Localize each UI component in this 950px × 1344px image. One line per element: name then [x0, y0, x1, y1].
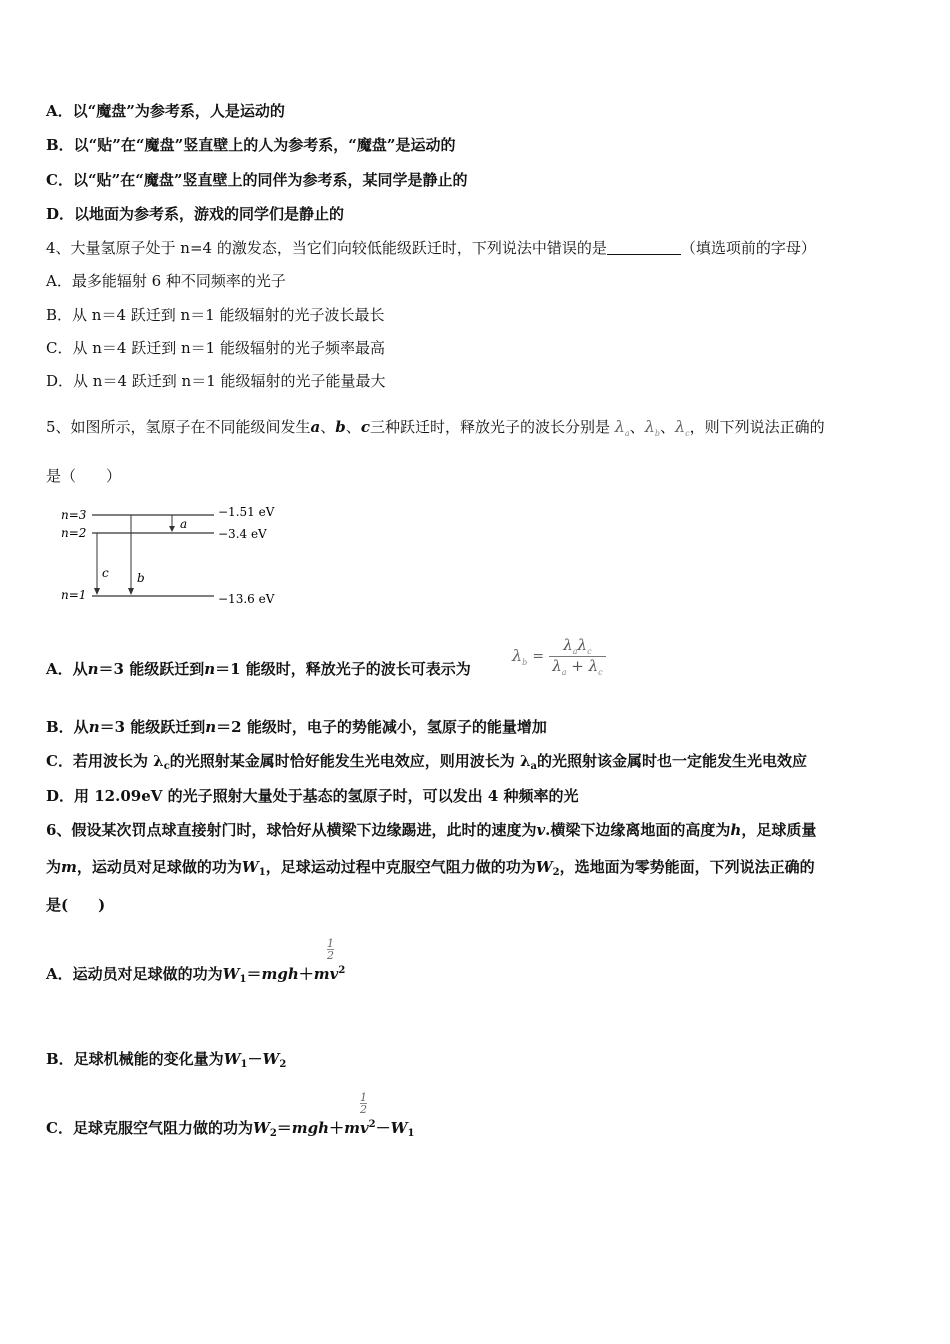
level-label-n2: n=2	[61, 526, 87, 540]
wavelength-formula	[512, 636, 606, 677]
lambda-c: $\lambda_c$	[674, 417, 690, 438]
q5-stem	[46, 417, 825, 444]
q6-stem-line-1: 6、假设某次罚点球直接射门时，球恰好从横梁下边缘踢进，此时的速度为v.横梁下边缘离地面的高度为h，足球质量	[46, 821, 817, 839]
fraction: $\frac{\lambda_a\lambda_c}{\lambda_a + \lambda_c}$	[549, 636, 605, 677]
q5-var-b: b	[335, 418, 346, 436]
q6-option-a: A．运动员对足球做的功为$W_1=mgh+mv^2$	[46, 965, 346, 985]
q3-option-d: D．以地面为参考系，游戏的同学们是静止的	[46, 205, 345, 223]
q6-option-b: B．足球机械能的变化量为$W_1-W_2$	[46, 1050, 287, 1070]
transition-label-b: b	[137, 571, 145, 585]
q6-stem-line-2: 为m，运动员对足球做的功为$W_1$，足球运动过程中克服空气阻力做的功为$W_2$，选地面为零势能面，下列说法正确的	[46, 858, 815, 878]
q4-stem	[46, 238, 816, 258]
q5-option-a: A．从n＝3 能级跃迁到n＝1 能级时，释放光子的波长可表示为	[46, 660, 471, 678]
q4-option-b: B．从 n＝4 跃迁到 n＝1 能级辐射的光子波长最长	[46, 306, 385, 324]
q5-var-c: c	[360, 418, 370, 436]
equals-sign: =	[532, 648, 545, 665]
transition-label-a: a	[180, 517, 188, 531]
q6-stem-line-3: 是( )	[46, 896, 106, 914]
q5-option-b: B．从n＝3 能级跃迁到n＝2 能级时，电子的势能减小，氢原子的能量增加	[46, 718, 547, 736]
arrowhead-a	[169, 526, 175, 532]
q3-option-c: C．以“贴”在“魔盘”竖直壁上的同伴为参考系，某同学是静止的	[46, 171, 468, 189]
lambda-a: $\lambda_a$	[614, 417, 630, 438]
q5-var-a: a	[310, 418, 321, 436]
q5-sep: 、	[345, 418, 361, 436]
answer-blank	[607, 240, 681, 255]
q4-option-c: C．从 n＝4 跃迁到 n＝1 能级辐射的光子频率最高	[46, 339, 385, 357]
q5-option-c: C．若用波长为 $\lambda_c$的光照射某金属时恰好能发生光电效应，则用波长为 $\lambda_a$的光照射该金属时也一定能发生光电效应	[46, 752, 808, 772]
q4-option-d: D．从 n＝4 跃迁到 n＝1 能级辐射的光子能量最大	[46, 372, 386, 390]
q4-option-a: A．最多能辐射 6 种不同频率的光子	[46, 272, 286, 290]
q5-stem-text: ，则下列说法正确的	[689, 418, 825, 436]
q5-sep: 、	[629, 418, 645, 436]
q5-sep: 、	[320, 418, 336, 436]
q5-stem-text: 5、如图所示，氢原子在不同能级间发生	[46, 418, 311, 436]
energy-label-n3: −1.51 eV	[218, 505, 275, 519]
lambda-b: $\lambda_b$	[512, 646, 528, 667]
arrowhead-b	[128, 588, 134, 595]
transition-label-c: c	[102, 566, 109, 580]
energy-label-n1: −13.6 eV	[218, 592, 275, 606]
lambda-b: $\lambda_b$	[644, 417, 660, 438]
q5-option-d: D．用 12.09eV 的光子照射大量处于基态的氢原子时，可以发出 4 种频率的光	[46, 787, 579, 805]
energy-level-diagram	[56, 500, 296, 608]
q6-option-c: C．足球克服空气阻力做的功为$W_2=mgh+mv^2-W_1$	[46, 1119, 415, 1139]
q5-stem-end: 是（ ）	[46, 467, 122, 485]
level-label-n3: n=3	[61, 508, 87, 522]
q5-stem-text: 三种跃迁时，释放光子的波长分别是	[369, 418, 610, 436]
q3-option-a: A．以“魔盘”为参考系，人是运动的	[46, 102, 285, 120]
arrowhead-c	[94, 588, 100, 595]
q3-option-b: B．以“贴”在“魔盘”竖直壁上的人为参考系，“魔盘”是运动的	[46, 136, 456, 154]
q4-stem-suffix: （填选项前的字母）	[680, 239, 816, 257]
level-label-n1: n=1	[61, 588, 87, 602]
half-fraction: 1 2	[327, 937, 334, 962]
energy-label-n2: −3.4 eV	[218, 527, 267, 541]
q5-sep: 、	[659, 418, 675, 436]
half-fraction: 1 2	[360, 1091, 367, 1116]
q4-stem-text: 4、大量氢原子处于 n=4 的激发态，当它们向较低能级跃迁时，下列说法中错误的是	[46, 239, 607, 257]
